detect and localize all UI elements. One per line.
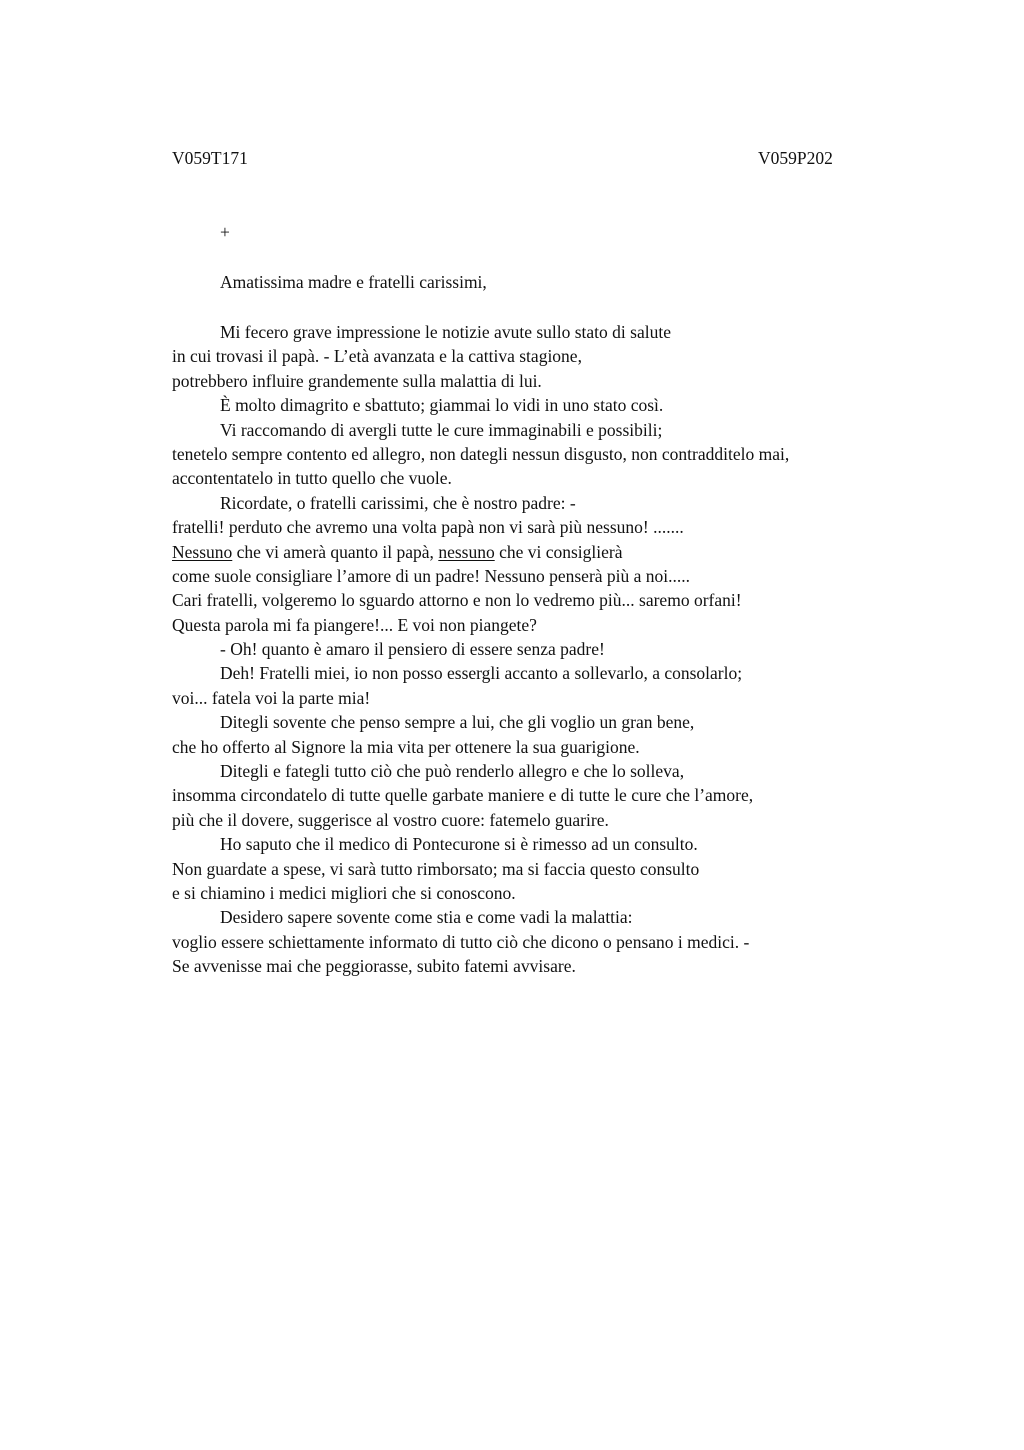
letter-line: che ho offerto al Signore la mia vita per ottenere la sua guarigione. [172, 736, 640, 757]
letter-line: È molto dimagrito e sbattuto; giammai lo vidi in uno stato così. [220, 395, 664, 416]
line-segment: che vi amerà quanto il papà, [232, 541, 439, 562]
letter-line-underlined [172, 540, 932, 564]
letter-line: voi... fatela voi la parte mia! [172, 687, 371, 708]
letter-line: Ditegli sovente che penso sempre a lui, che gli voglio un gran bene, [220, 712, 695, 733]
letter-line: e si chiamino i medici migliori che si conoscono. [172, 882, 516, 903]
letter-line: Desidero sapere sovente come stia e come vadi la malattia: [220, 907, 633, 928]
letter-line: insomma circondatelo di tutte quelle garbate maniere e di tutte le cure che l’amore, [172, 785, 754, 806]
letter-line: Se avvenisse mai che peggiorasse, subito fatemi avvisare. [172, 956, 576, 977]
letter-line: Ho saputo che il medico di Pontecurone si è rimesso ad un consulto. [220, 834, 698, 855]
underlined-word: Nessuno [172, 541, 233, 562]
letter-line: Questa parola mi fa piangere!... E voi non piangete? [172, 614, 537, 635]
letter-line: Mi fecero grave impressione le notizie avute sullo stato di salute [220, 322, 671, 342]
letter-line: Ditegli e fategli tutto ciò che può renderlo allegro e che lo solleva, [220, 761, 685, 782]
letter-line: accontentatelo in tutto quello che vuole. [172, 468, 452, 489]
letter-line: Vi raccomando di avergli tutte le cure immaginabili e possibili; [220, 419, 663, 440]
document-code-left: V059T171 [172, 148, 248, 168]
letter-line: voglio essere schiettamente informato di tutto ciò che dicono o pensano i medici. - [172, 931, 750, 952]
document-code-right: V059P202 [758, 148, 833, 168]
letter-line: potrebbero influire grandemente sulla malattia di lui. [172, 370, 542, 391]
letter-line: in cui trovasi il papà. - L’età avanzata e la cattiva stagione, [172, 346, 582, 367]
letter-line: Ricordate, o fratelli carissimi, che è nostro padre: - [220, 492, 576, 513]
letter-line: Deh! Fratelli miei, io non posso essergli accanto a sollevarlo, a consolarlo; [220, 663, 743, 684]
cross-mark: + [220, 222, 230, 242]
letter-line: fratelli! perduto che avremo una volta papà non vi sarà più nessuno! ....... [172, 517, 684, 538]
letter-line: Cari fratelli, volgeremo lo sguardo attorno e non lo vedremo più... saremo orfani! [172, 590, 742, 611]
line-segment: che vi consiglierà [494, 541, 623, 562]
underlined-word: nessuno [438, 541, 495, 562]
letter-line: Non guardate a spese, vi sarà tutto rimborsato; ma si faccia questo consulto [172, 858, 700, 879]
letter-line: tenetelo sempre contento ed allegro, non dategli nessun disgusto, non contradditelo mai, [172, 443, 790, 464]
letter-line: più che il dovere, suggerisce al vostro cuore: fatemelo guarire. [172, 809, 609, 830]
letter-salutation: Amatissima madre e fratelli carissimi, [220, 272, 487, 292]
letter-line: come suole consigliare l’amore di un padre! Nessuno penserà più a noi..... [172, 565, 691, 586]
letter-body [172, 320, 932, 979]
letter-line: - Oh! quanto è amaro il pensiero di essere senza padre! [220, 639, 605, 660]
